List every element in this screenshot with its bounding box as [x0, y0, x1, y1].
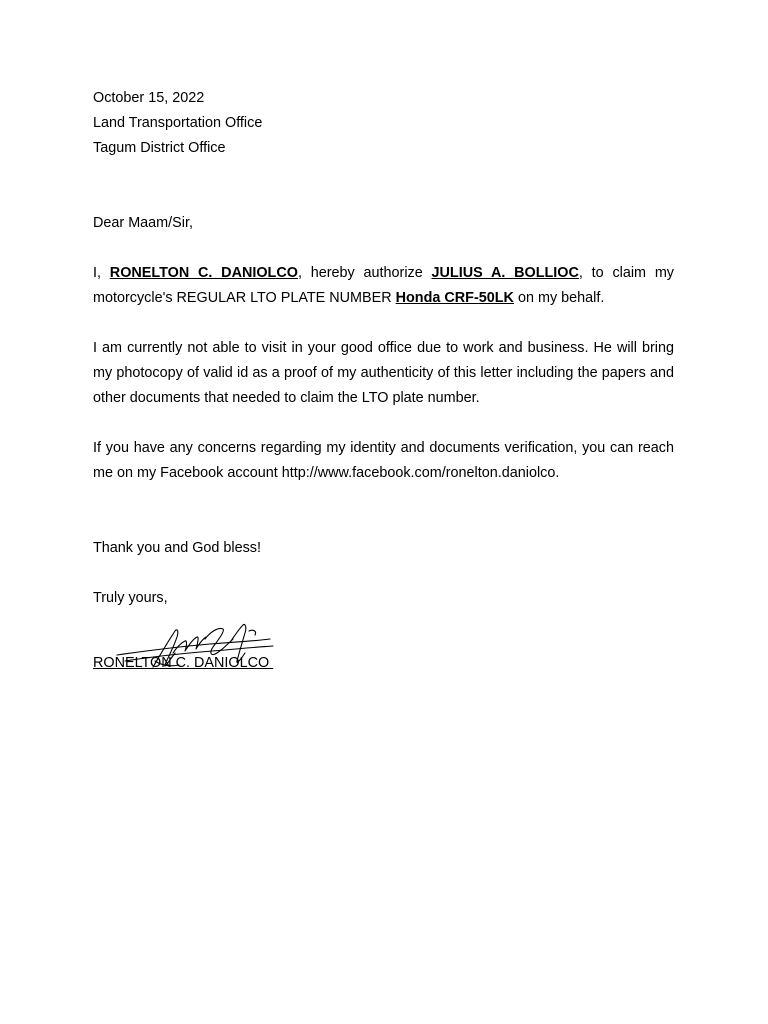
p1-text-1: I, [93, 265, 110, 281]
contact-paragraph: If you have any concerns regarding my identity and documents verification, you can reach me on my Facebook account http://www.facebook.com/ronelton.daniolco. [93, 440, 674, 481]
spacer [93, 161, 674, 211]
vehicle-name: Honda CRF-50LK [395, 290, 514, 306]
p1-text-3: , to claim my motorcycle's REGULAR LTO PLATE NUMBER [93, 265, 675, 306]
grantor-name: RONELTON C. DANIOLCO [109, 265, 298, 281]
spacer [93, 561, 674, 586]
signer-name: RONELTON C. DANIOLCO [93, 655, 274, 671]
spacer [93, 236, 674, 261]
letter-date: October 15, 2022 [93, 90, 205, 106]
authorization-paragraph [93, 261, 674, 311]
authorization-letter [93, 86, 674, 673]
salutation: Dear Maam/Sir, [93, 215, 193, 231]
reason-paragraph: I am currently not able to visit in your good office due to work and business. He will bring my photocopy of valid id as a proof of my authenticity of this letter including the papers and other documents that needed to claim the LTO plate number. [93, 340, 674, 406]
spacer [93, 411, 674, 436]
p1-text-4: on my behalf. [513, 290, 605, 306]
spacer [93, 311, 674, 336]
thanks-line: Thank you and God bless! [93, 540, 261, 556]
spacer [93, 486, 674, 536]
closing-line: Truly yours, [93, 590, 168, 606]
grantee-name: JULIUS A. BOLLIOC [431, 265, 579, 281]
recipient-district: Tagum District Office [93, 140, 226, 156]
recipient-office: Land Transportation Office [93, 115, 263, 131]
p1-text-2: , hereby authorize [297, 265, 432, 281]
signature-area [93, 611, 674, 673]
